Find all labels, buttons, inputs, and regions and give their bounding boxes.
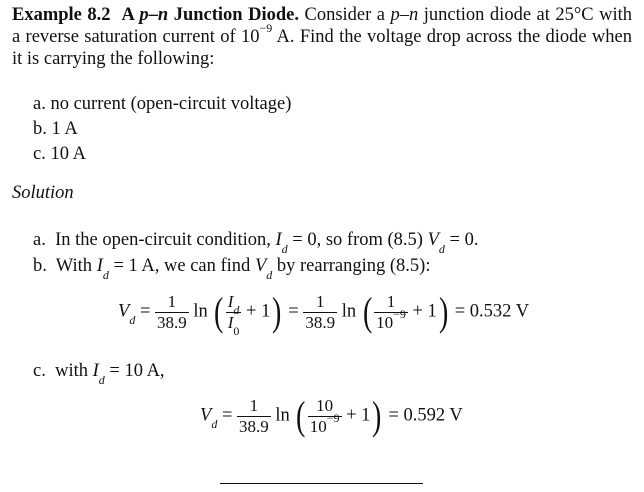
eq1-fraction-1: $\frac{1}{38.9}$ [157,291,187,332]
intro-exponent: −9 [259,20,273,35]
eq2-result: = 0.592 V [388,405,463,426]
task-item-b: b. 1 A [33,119,78,139]
eq1-fraction-3: $\frac{1}{38.9}$ [305,291,336,332]
example-intro: Consider a p–n junction diode at 25°C with a reverse saturation current of $10^{-9}$ A. Find the voltage drop across the diode when it is carrying the following: [12,5,633,69]
equation-1: $V_d$ = $\frac{1}{38.9}$ ln ( $\frac{I_d}{I_0}$ + 1) = $\frac{1}{38.9}$ ln ( $\frac{1}{10^{-9}}$ + 1) = 0.532 V [118,289,530,338]
equation-2: $V_d$ = $\frac{1}{38.9}$ ln ( $\frac{10}{10^{-9}}$ + 1) = 0.592 V [200,393,463,438]
eq1-fraction-2: $\frac{I_d}{I_0}$ [227,291,240,338]
eq2-fraction-1: $\frac{1}{38.9}$ [239,395,269,436]
eq1-fraction-4: $\frac{1}{10^{-9}}$ [376,291,406,332]
example-number: Example 8.2 [12,5,111,25]
solution-item-b: b. With $I_d = 1$ A, we can find $V_d$ by rearranging (8.5): [33,256,431,282]
solution-item-c: c. with $I_d = 10$ A, [33,361,165,387]
example-title: A p–n Junction Diode. [121,5,299,25]
solution-heading: Solution [12,183,74,203]
eq1-result: = 0.532 V [454,301,530,322]
task-item-c: c. 10 A [33,144,86,164]
solution-item-a: a. In the open-circuit condition, $I_d = 0$, so from (8.5) $V_d = 0$. [33,230,479,256]
example-heading [12,4,632,70]
task-item-a: a. no current (open-circuit voltage) [33,94,292,114]
eq2-fraction-2: $\frac{10}{10^{-9}}$ [309,395,340,436]
end-rule [220,483,423,484]
